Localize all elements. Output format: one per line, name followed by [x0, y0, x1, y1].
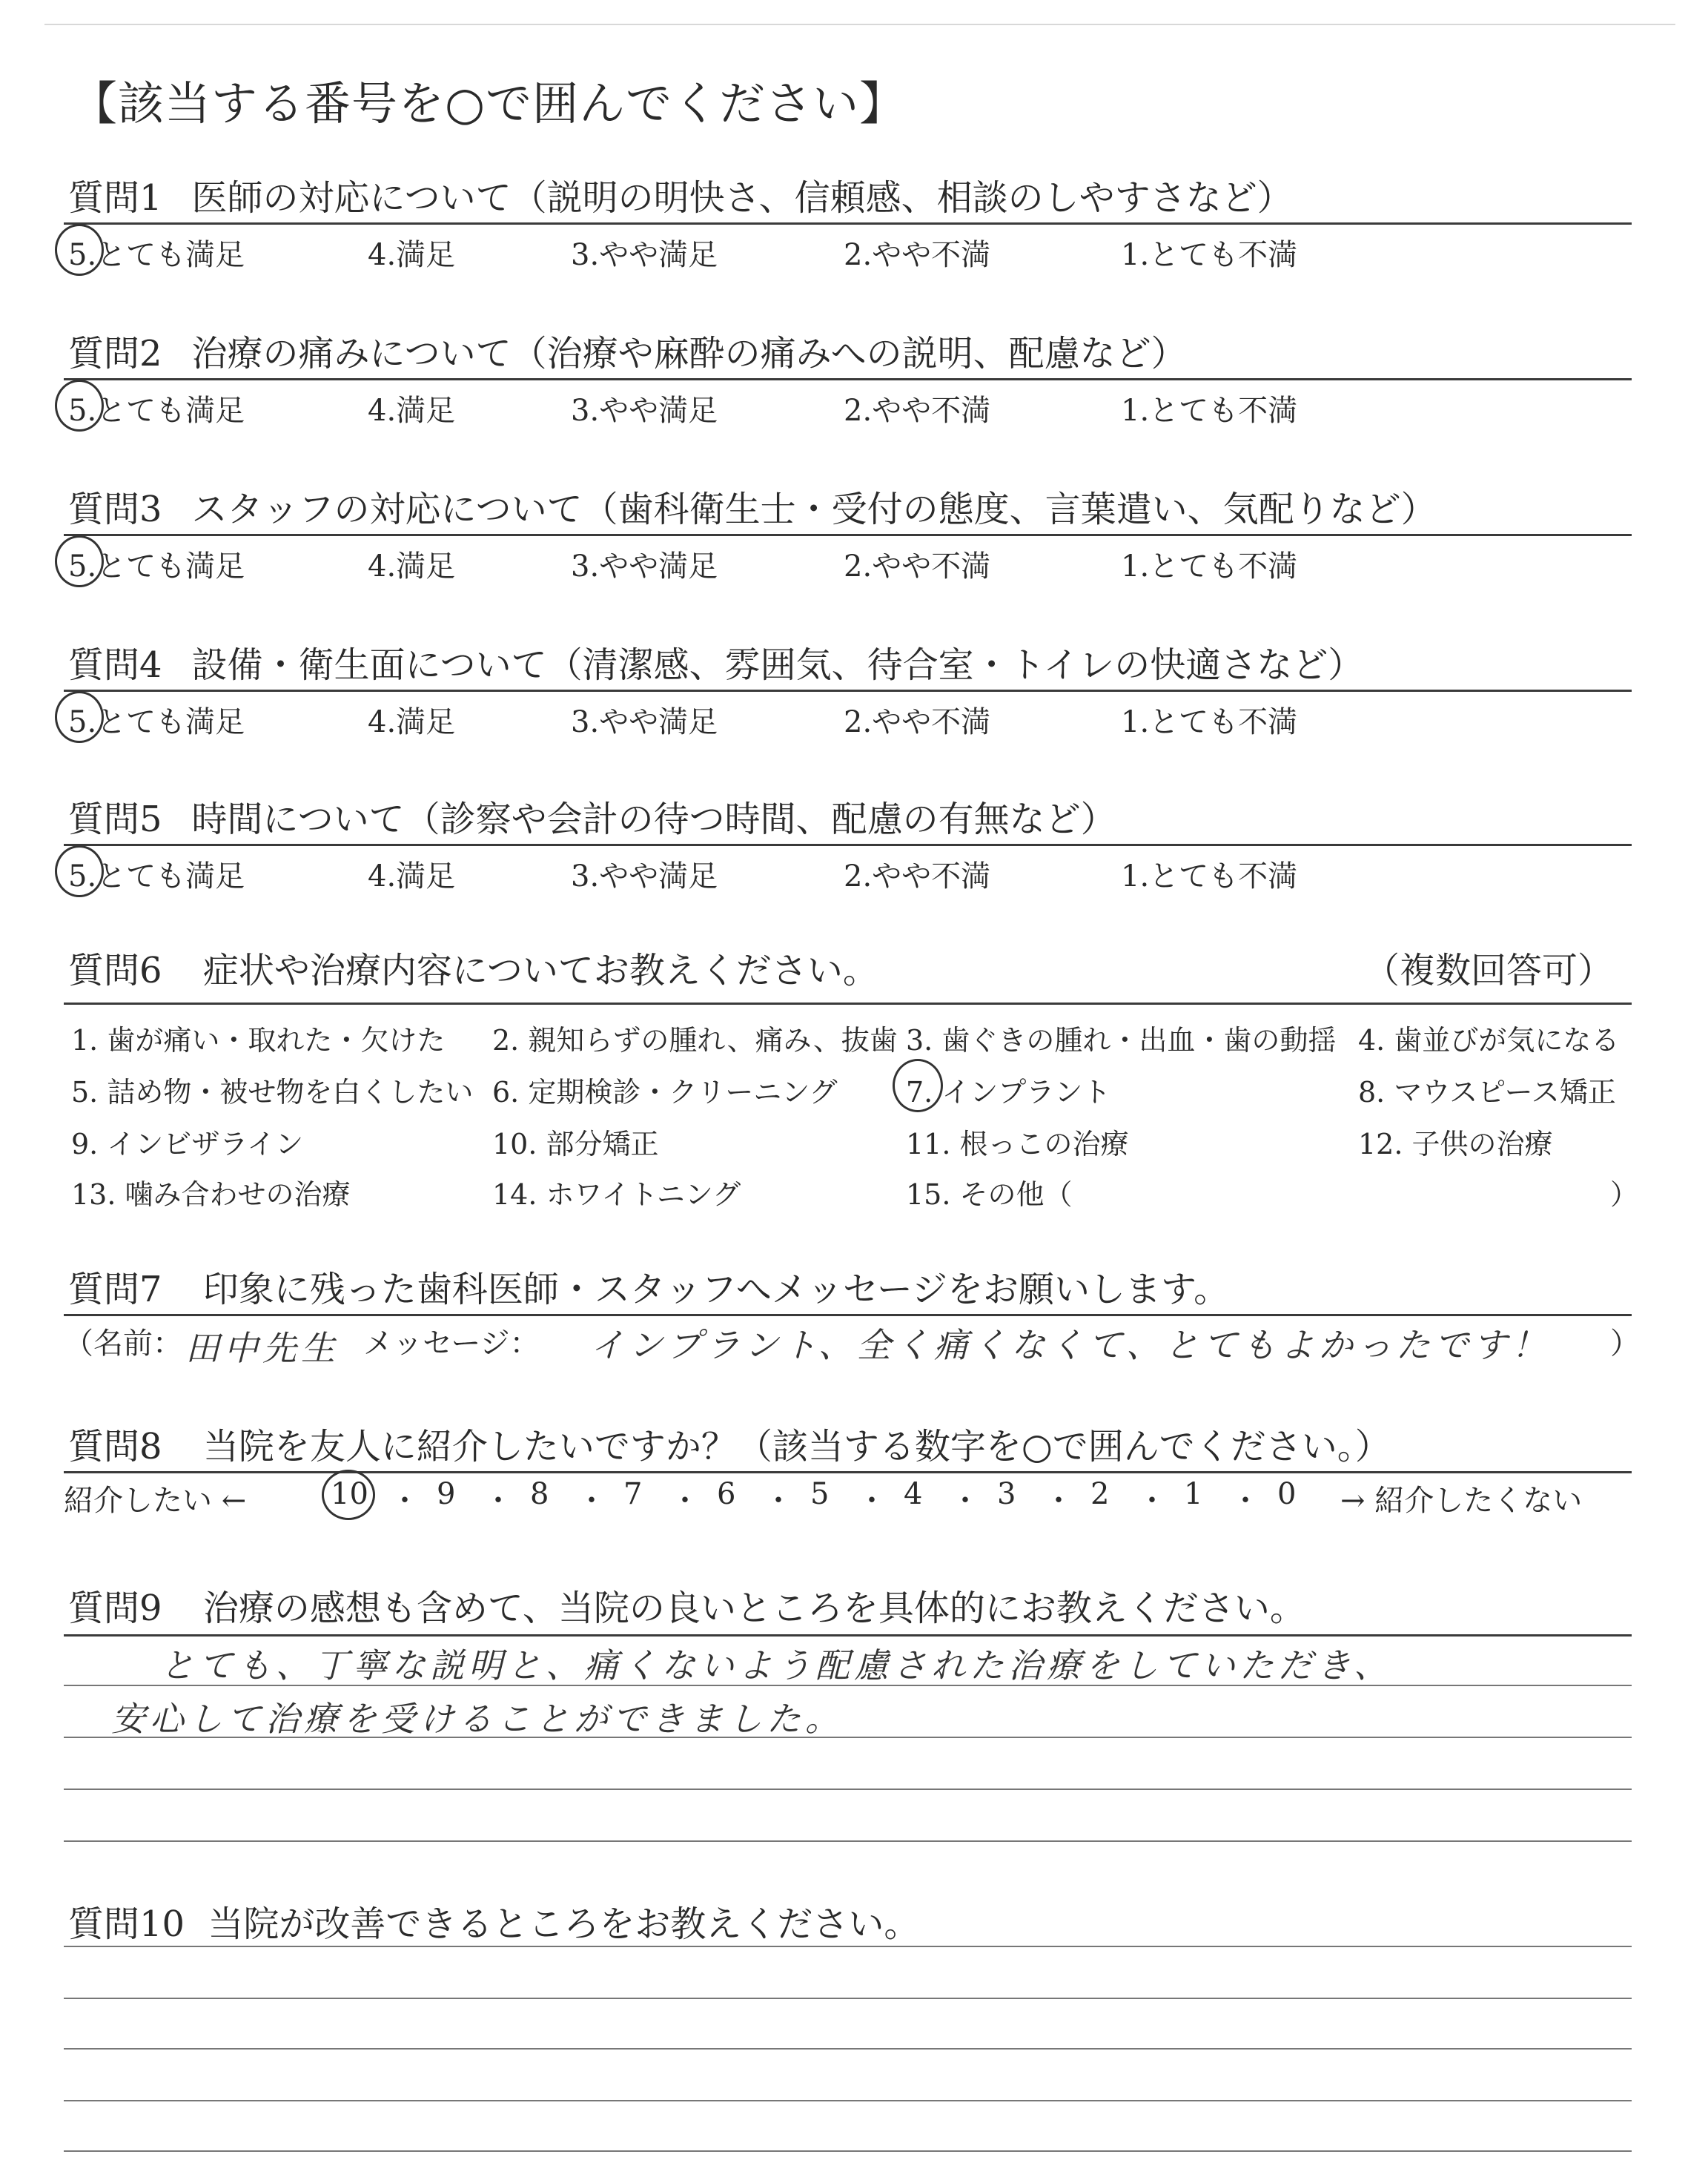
q2-selected-circle	[55, 380, 104, 432]
q1-title	[68, 169, 1293, 220]
q1-option-4[interactable]: 4.満足	[368, 238, 456, 272]
q5-selected-circle	[55, 845, 104, 897]
q4-selected-circle	[55, 691, 104, 743]
q2-label: 質問2	[68, 333, 162, 374]
q1-option-2[interactable]: 2.やや不満	[844, 238, 991, 272]
q8-title	[68, 1418, 1391, 1469]
q3-option-4[interactable]: 4.満足	[368, 549, 456, 584]
q9-answer-line-1[interactable]: とても、丁寧な説明と、痛くないよう配慮された治療をしていただき、	[160, 1645, 1393, 1685]
q2-option-3[interactable]: 3.やや満足	[571, 394, 718, 428]
q4-text: 設備・衛生面について（清潔感、雰囲気、待合室・トイレの快適さなど）	[191, 644, 1364, 686]
q9-line-3	[64, 1789, 1632, 1790]
scale-separator: ・	[950, 1484, 980, 1518]
q7-close: ）	[1610, 1327, 1640, 1361]
scale-value-2[interactable]: 2	[1090, 1477, 1110, 1511]
scale-value-1[interactable]: 1	[1184, 1477, 1203, 1511]
q8-right-label: → 紹介したくない	[1340, 1484, 1583, 1518]
scale-separator: ・	[390, 1484, 420, 1518]
q10-line-1	[64, 1946, 1632, 1947]
q5-rule	[64, 844, 1632, 846]
q1-text: 医師の対応について（説明の明快さ、信頼感、相談のしやすさなど）	[191, 177, 1293, 219]
q2-option-4[interactable]: 4.満足	[368, 394, 456, 428]
q4-title	[68, 636, 1363, 687]
q5-option-2[interactable]: 2.やや不満	[844, 859, 991, 894]
scale-value-10[interactable]: 10	[331, 1477, 368, 1511]
q6-note: （複数回答可）	[1364, 950, 1614, 991]
q7-name-label: （名前：	[64, 1327, 182, 1361]
q2-option-1[interactable]: 1.とても不満	[1121, 394, 1298, 428]
scale-separator: ・	[1137, 1484, 1167, 1518]
symptom-12[interactable]: 12. 子供の治療	[1358, 1128, 1553, 1160]
q9-line-4	[64, 1840, 1632, 1842]
scale-value-3[interactable]: 3	[997, 1477, 1016, 1511]
symptom-6[interactable]: 6. 定期検診・クリーニング	[492, 1076, 838, 1109]
q3-title	[68, 480, 1437, 532]
scale-value-8[interactable]: 8	[530, 1477, 549, 1511]
q10-label: 質問10	[68, 1903, 185, 1945]
q10-line-2	[64, 1998, 1632, 1999]
q3-rule	[64, 534, 1632, 536]
symptom-15[interactable]: 15. その他（	[906, 1178, 1073, 1211]
q10-title	[68, 1895, 919, 1946]
q9-line-1	[64, 1685, 1632, 1686]
scale-separator: ・	[857, 1484, 887, 1518]
q3-selected-circle	[55, 535, 104, 587]
q10-text: 当院が改善できるところをお教えください。	[208, 1903, 920, 1945]
q5-option-5[interactable]: 5.とても満足	[68, 859, 245, 894]
q4-label: 質問4	[68, 644, 162, 686]
scale-separator: ・	[483, 1484, 513, 1518]
form-header: 【該当する番号を○で囲んでください】	[71, 76, 907, 131]
symptom-7[interactable]: 7. インプラント	[906, 1076, 1111, 1109]
scale-selected-circle	[322, 1470, 375, 1520]
q4-option-4[interactable]: 4.満足	[368, 705, 456, 739]
q2-option-5[interactable]: 5.とても満足	[68, 394, 245, 428]
q6-text: 症状や治療内容についてお教えください。	[202, 950, 878, 991]
symptom-3[interactable]: 3. 歯ぐきの腫れ・出血・歯の動揺	[906, 1024, 1337, 1057]
scale-separator: ・	[1231, 1484, 1260, 1518]
q6-title	[68, 942, 878, 993]
q4-option-1[interactable]: 1.とても不満	[1121, 705, 1298, 739]
scale-value-4[interactable]: 4	[904, 1477, 923, 1511]
q4-option-3[interactable]: 3.やや満足	[571, 705, 718, 739]
q7-title	[68, 1261, 1229, 1312]
q7-label: 質問7	[68, 1269, 162, 1310]
q1-rule	[64, 222, 1632, 225]
q9-title	[68, 1579, 1305, 1631]
q10-line-4	[64, 2100, 1632, 2101]
q10-line-3	[64, 2048, 1632, 2050]
q6-rule	[64, 1003, 1632, 1005]
q3-option-2[interactable]: 2.やや不満	[844, 549, 991, 584]
top-scan-line	[44, 24, 1675, 25]
q4-option-2[interactable]: 2.やや不満	[844, 705, 991, 739]
q9-text: 治療の感想も含めて、当院の良いところを具体的にお教えください。	[202, 1588, 1305, 1629]
q3-option-1[interactable]: 1.とても不満	[1121, 549, 1298, 584]
symptom-8[interactable]: 8. マウスピース矯正	[1358, 1076, 1616, 1109]
symptom-7-circle	[893, 1059, 943, 1112]
q9-answer-line-2[interactable]: 安心して治療を受けることができました。	[111, 1699, 844, 1739]
scale-separator: ・	[764, 1484, 793, 1518]
q6-label: 質問6	[68, 950, 162, 991]
symptom-5[interactable]: 5. 詰め物・被せ物を白くしたい	[71, 1076, 474, 1109]
scale-separator: ・	[577, 1484, 606, 1518]
q9-rule	[64, 1634, 1632, 1636]
scale-value-5[interactable]: 5	[810, 1477, 830, 1511]
q2-title	[68, 325, 1187, 376]
q1-label: 質問1	[68, 177, 162, 219]
q3-label: 質問3	[68, 489, 162, 530]
q8-left-label: 紹介したい ←	[64, 1484, 247, 1518]
q1-selected-circle	[55, 224, 104, 276]
q7-name-value[interactable]: 田中先生	[185, 1328, 340, 1368]
scale-value-0[interactable]: 0	[1277, 1477, 1297, 1511]
q8-text: 当院を友人に紹介したいですか？（該当する数字を○で囲んでください。）	[202, 1426, 1391, 1467]
q4-rule	[64, 690, 1632, 692]
q5-text: 時間について（診察や会計の待つ時間、配慮の有無など）	[191, 799, 1116, 840]
symptom-10[interactable]: 10. 部分矯正	[492, 1128, 659, 1160]
scale-separator: ・	[670, 1484, 700, 1518]
q9-line-2	[64, 1737, 1632, 1738]
q3-text: スタッフの対応について（歯科衛生士・受付の態度、言葉遣い、気配りなど）	[191, 489, 1437, 530]
symptom-4[interactable]: 4. 歯並びが気になる	[1358, 1024, 1620, 1057]
q10-line-5	[64, 2150, 1632, 2152]
q7-message-label: メッセージ：	[363, 1327, 540, 1361]
q3-option-3[interactable]: 3.やや満足	[571, 549, 718, 584]
symptom-9[interactable]: 9. インビザライン	[71, 1128, 304, 1160]
symptom-2[interactable]: 2. 親知らずの腫れ、痛み、抜歯	[492, 1024, 898, 1057]
q2-text: 治療の痛みについて（治療や麻酔の痛みへの説明、配慮など）	[191, 333, 1187, 374]
q7-text: 印象に残った歯科医師・スタッフへメッセージをお願いします。	[202, 1269, 1230, 1310]
q8-label: 質問8	[68, 1426, 162, 1467]
q5-option-4[interactable]: 4.満足	[368, 859, 456, 894]
q1-option-3[interactable]: 3.やや満足	[571, 238, 718, 272]
q3-option-5[interactable]: 5.とても満足	[68, 549, 245, 584]
q8-rule	[64, 1471, 1632, 1473]
q5-option-3[interactable]: 3.やや満足	[571, 859, 718, 894]
q7-rule	[64, 1314, 1632, 1316]
q5-option-1[interactable]: 1.とても不満	[1121, 859, 1298, 894]
q5-label: 質問5	[68, 799, 162, 840]
scale-value-9[interactable]: 9	[437, 1477, 456, 1511]
symptom-1[interactable]: 1. 歯が痛い・取れた・欠けた	[71, 1024, 446, 1057]
symptom-13[interactable]: 13. 噛み合わせの治療	[71, 1178, 351, 1211]
q1-option-5[interactable]: 5.とても満足	[68, 238, 245, 272]
scale-value-7[interactable]: 7	[623, 1477, 643, 1511]
q1-option-1[interactable]: 1.とても不満	[1121, 238, 1298, 272]
q5-title	[68, 790, 1116, 842]
symptom-15-close: ）	[1610, 1178, 1639, 1211]
symptom-11[interactable]: 11. 根っこの治療	[906, 1128, 1129, 1160]
symptom-14[interactable]: 14. ホワイトニング	[492, 1178, 741, 1211]
q7-message-value[interactable]: インプラント、全く痛くなくて、とてもよかったです！	[590, 1325, 1550, 1365]
q2-option-2[interactable]: 2.やや不満	[844, 394, 991, 428]
q2-rule	[64, 378, 1632, 380]
q9-label: 質問9	[68, 1588, 162, 1629]
scale-separator: ・	[1044, 1484, 1073, 1518]
q4-option-5[interactable]: 5.とても満足	[68, 705, 245, 739]
scale-value-6[interactable]: 6	[717, 1477, 736, 1511]
